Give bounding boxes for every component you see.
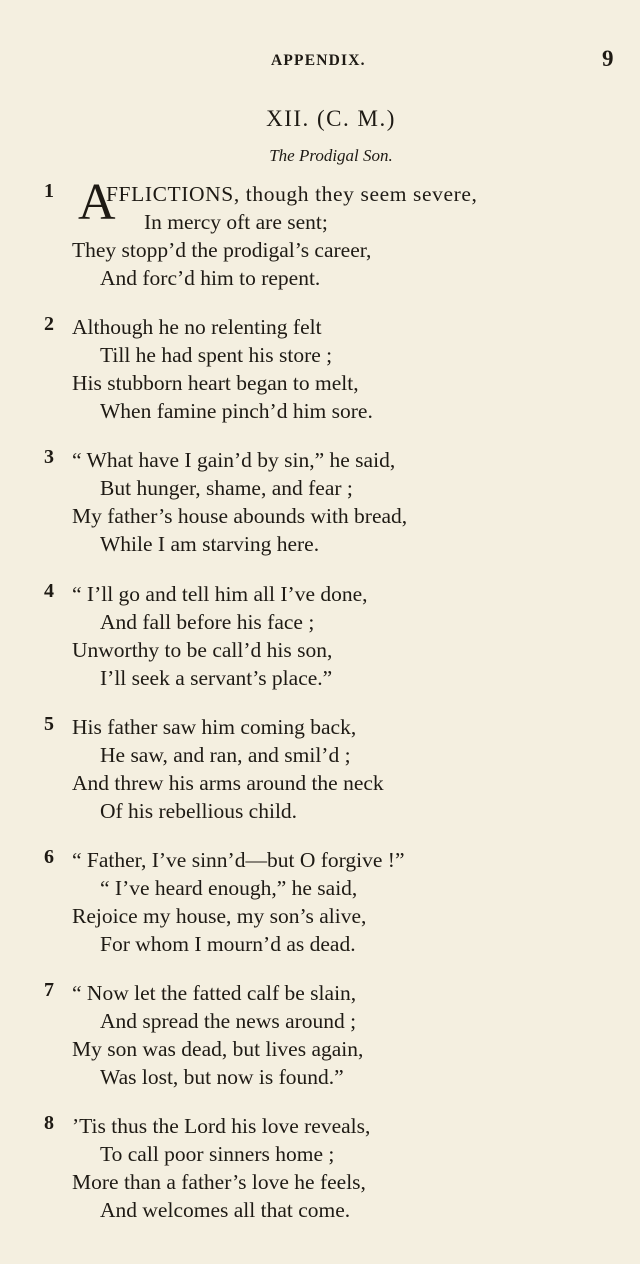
stanza-line: “ Now let the fatted calf be slain, [72, 981, 357, 1006]
stanza-line: I’ll seek a servant’s place.” [100, 665, 333, 690]
stanza-line: FFLICTIONS, though they seem severe, [106, 182, 478, 206]
hymn-subtitle: The Prodigal Son. [269, 146, 393, 165]
stanza-4 [0, 580, 640, 693]
hymn-heading [0, 106, 640, 132]
stanza-line: They stopp’d the prodigal’s career, [72, 238, 372, 262]
stanza-7 [0, 979, 640, 1092]
stanza-number: 8 [44, 1112, 54, 1135]
stanza-line: Was lost, but now is found.” [100, 1065, 344, 1090]
stanza-line: Till he had spent his store ; [100, 343, 333, 368]
stanza-1 [0, 174, 640, 293]
drop-cap: A [78, 174, 116, 231]
stanza-line: “ Father, I’ve sinn’d—but O forgive !” [72, 847, 405, 872]
running-title: APPENDIX. [271, 52, 366, 69]
hymn-subtitle-wrap [0, 146, 640, 166]
stanza-6 [0, 846, 640, 959]
stanza-line: His stubborn heart began to melt, [72, 371, 359, 396]
stanza-line: In mercy oft are sent; [144, 210, 328, 234]
stanza-line: And threw his arms around the neck [72, 770, 384, 795]
running-head [0, 46, 640, 76]
stanza-5 [0, 713, 640, 826]
page-number: 9 [602, 46, 614, 71]
hymn-number: XII. (C. M.) [266, 106, 396, 131]
stanza-line: And forc’d him to repent. [100, 266, 321, 290]
stanza-number: 2 [44, 313, 54, 336]
stanza-line: “ I’ll go and tell him all I’ve done, [72, 581, 368, 606]
stanza-line: Rejoice my house, my son’s alive, [72, 903, 367, 928]
stanza-line: More than a father’s love he feels, [72, 1170, 366, 1195]
stanza-line: Although he no relenting felt [72, 315, 322, 340]
stanza-line: But hunger, shame, and fear ; [100, 476, 353, 501]
stanza-2 [0, 313, 640, 426]
stanza-line: And welcomes all that come. [100, 1198, 351, 1223]
stanza-line: While I am starving here. [100, 532, 320, 557]
stanza-number: 6 [44, 845, 54, 868]
stanza-line: ’Tis thus the Lord his love reveals, [72, 1114, 371, 1139]
stanza-number: 4 [44, 579, 54, 602]
stanza-line: Unworthy to be call’d his son, [72, 637, 333, 662]
stanza-line: And fall before his face ; [100, 609, 315, 634]
stanza-line: When famine pinch’d him sore. [100, 399, 373, 424]
stanza-line: He saw, and ran, and smil’d ; [100, 742, 351, 767]
stanza-line: And spread the news around ; [100, 1009, 357, 1034]
stanza-number: 1 [44, 180, 54, 202]
stanza-8 [0, 1112, 640, 1225]
stanza-number: 3 [44, 446, 54, 469]
stanza-number: 7 [44, 979, 54, 1002]
stanza-list [0, 174, 640, 1246]
stanza-line: My father’s house abounds with bread, [72, 504, 408, 529]
stanza-line: His father saw him coming back, [72, 714, 357, 739]
stanza-line: To call poor sinners home ; [100, 1142, 335, 1167]
stanza-line: For whom I mourn’d as dead. [100, 931, 356, 956]
stanza-line: My son was dead, but lives again, [72, 1037, 364, 1062]
stanza-3 [0, 446, 640, 559]
stanza-line: “ I’ve heard enough,” he said, [100, 875, 358, 900]
stanza-line: Of his rebellious child. [100, 798, 298, 823]
stanza-number: 5 [44, 712, 54, 735]
stanza-line: “ What have I gain’d by sin,” he said, [72, 448, 396, 473]
